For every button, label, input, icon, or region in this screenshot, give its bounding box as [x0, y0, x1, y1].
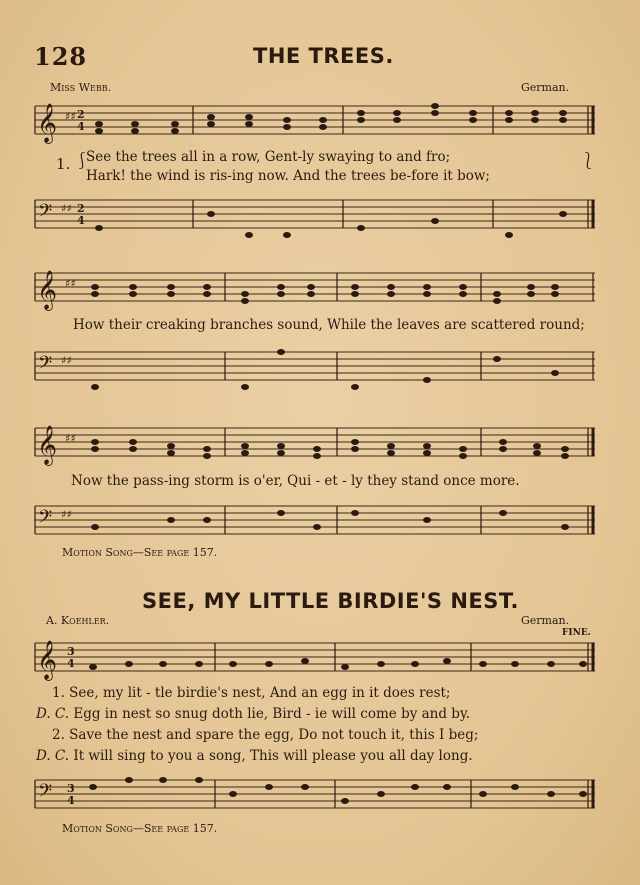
svg-text:♯♯: ♯♯	[61, 508, 72, 521]
left-brace: ⎰	[74, 151, 91, 170]
song2-arranger: A. Koehler.	[46, 614, 110, 627]
svg-text:𝄢: 𝄢	[38, 201, 53, 226]
svg-text:♯♯: ♯♯	[65, 432, 76, 445]
system3-treble-staff	[35, 418, 595, 468]
song2-treble-staff	[35, 633, 595, 683]
system2-bass-staff	[35, 342, 595, 392]
system1-treble-notes	[95, 103, 567, 134]
svg-text:2: 2	[77, 202, 85, 215]
svg-text:𝄢: 𝄢	[38, 781, 53, 806]
song1-motion-note: Motion Song—See page 157.	[62, 546, 218, 559]
song1-origin: German.	[521, 81, 570, 94]
svg-text:𝄞: 𝄞	[37, 270, 58, 310]
svg-text:𝄢: 𝄢	[38, 353, 53, 378]
song1-line2: How their creaking branches sound, While the leaves are scattered round;	[73, 317, 585, 333]
svg-text:4: 4	[77, 214, 85, 227]
svg-text:♯♯: ♯♯	[61, 202, 72, 215]
svg-text:♯♯: ♯♯	[65, 110, 76, 123]
svg-text:3: 3	[67, 782, 75, 795]
song1-verse1-line-a: See the trees all in a row, Gent-ly swaying to and fro;	[86, 149, 451, 165]
svg-text:𝄞: 𝄞	[37, 103, 58, 143]
system1-treble-staff	[35, 96, 595, 146]
song2-title: SEE, MY LITTLE BIRDIE'S NEST.	[142, 589, 519, 613]
svg-text:𝄞: 𝄞	[37, 425, 58, 465]
song2-motion-note: Motion Song—See page 157.	[62, 822, 218, 835]
song1-verse-number: 1.	[56, 155, 71, 173]
song2-fine-mark: FINE.	[562, 628, 591, 638]
system2-treble-staff	[35, 263, 595, 313]
song1-verse1-line-b: Hark! the wind is ris-ing now. And the trees be-fore it bow;	[86, 168, 490, 184]
page-number: 128	[34, 42, 88, 71]
svg-text:4: 4	[67, 657, 75, 670]
song1-arranger: Miss Webb.	[50, 81, 112, 94]
svg-text:2: 2	[77, 108, 85, 121]
song2-verse1-line1: 1. See, my lit - tle birdie's nest, And an egg in it does rest;	[52, 685, 451, 701]
svg-text:♯♯: ♯♯	[61, 354, 72, 367]
song2-verse2-line1: 2. Save the nest and spare the egg, Do not touch it, this I beg;	[52, 727, 479, 743]
song2-origin: German.	[521, 614, 570, 627]
svg-text:3: 3	[67, 645, 75, 658]
system1-bass-staff	[35, 190, 595, 240]
song2-verse1-dc-line: D. C. Egg in nest so snug doth lie, Bird - ie will come by and by.	[36, 706, 471, 722]
right-brace: ⎱	[580, 151, 597, 170]
svg-text:𝄢: 𝄢	[38, 507, 53, 532]
svg-text:4: 4	[67, 794, 75, 807]
song2-bass-staff	[35, 770, 595, 820]
svg-text:𝄞: 𝄞	[37, 640, 58, 680]
svg-text:♯♯: ♯♯	[65, 277, 76, 290]
song1-title: THE TREES.	[253, 44, 394, 68]
song1-line3: Now the pass-ing storm is o'er, Qui - et - ly they stand once more.	[71, 473, 520, 489]
system3-bass-staff	[35, 496, 595, 546]
song2-verse2-dc-line: D. C. It will sing to you a song, This will please you all day long.	[36, 748, 473, 764]
svg-text:4: 4	[77, 120, 85, 133]
